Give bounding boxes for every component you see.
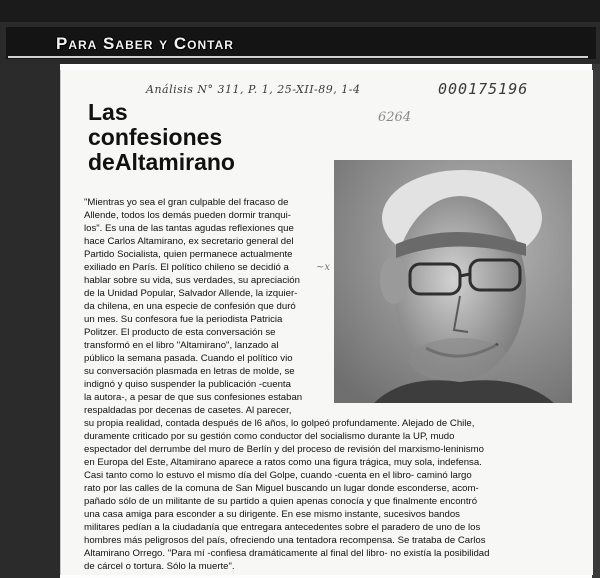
body-line: pañado sólo de un militante de su partido a quien apenas conocía y que finalmente encontró <box>84 496 478 507</box>
body-line: Allende, todos los demás pueden dormir tranqui- <box>84 210 291 221</box>
headline-line: deAltamirano <box>88 149 235 175</box>
body-line: un mes. Su confesora fue la periodista Patricia <box>84 314 283 325</box>
body-line: hace Carlos Altamirano, ex secretario general del <box>84 236 294 247</box>
section-header: Para Saber y Contar <box>56 34 234 53</box>
body-line: su propia realidad, contada después de l6 años, lo golpeó profundamente. Alejado de Chile, <box>84 418 475 429</box>
article-body-column <box>84 196 324 417</box>
body-line: de la Unidad Popular, Salvador Allende, la izquier- <box>84 288 298 299</box>
body-line: los". Es una de las tantas agudas reflexiones que <box>84 223 294 234</box>
body-line: de cárcel o tortura. Sólo la muerte". <box>84 561 235 572</box>
body-line: exiliado en París. El político chileno se decidió a <box>84 262 289 273</box>
handwritten-archive-number: 000175196 <box>438 80 529 98</box>
body-line: "Mientras yo sea el gran culpable del fracaso de <box>84 197 289 208</box>
body-line: Casi tanto como lo estuvo el mismo día del Golpe, cuando -cuenta en el libro- caminó largo <box>84 470 472 481</box>
article-body-full-width <box>84 417 584 573</box>
handwritten-citation: Análisis N° 311, P. 1, 25-XII-89, 1-4 <box>146 83 361 96</box>
pencil-note: 6264 <box>378 110 412 125</box>
headline-line: Las <box>88 99 128 125</box>
body-line: Partido Socialista, quien permanece actualmente <box>84 249 293 260</box>
body-line: público la semana pasada. Cuando el político vio <box>84 353 293 364</box>
body-line: duramente criticado por su gestión como conductor del socialismo durante la UP, mudo <box>84 431 455 442</box>
body-line: indignó y quiso suspender la publicación -cuenta <box>84 379 291 390</box>
headline-line: confesiones <box>88 124 223 150</box>
body-line: una casa amiga para esconder a su dirigente. En ese mismo instante, sucesivos bandos <box>84 509 460 520</box>
body-line: hablar sobre su vida, sus verdades, su apreciación <box>84 275 300 286</box>
left-margin <box>0 64 60 578</box>
body-line: transformó en el libro "Altamirano", lanzado al <box>84 340 279 351</box>
body-line: su conversación plasmada en letras de molde, se <box>84 366 295 377</box>
article-headline <box>88 100 235 175</box>
right-edge <box>592 64 600 578</box>
margin-mark: ~x <box>316 262 331 273</box>
header-rule <box>8 56 588 58</box>
portrait-photo <box>334 160 572 403</box>
body-line: da chilena, en una especie de confesión que duró <box>84 301 296 312</box>
body-line: rato por las calles de la comuna de San Miguel buscando un lugar donde esconderse, acom- <box>84 483 479 494</box>
body-line: Altamirano Orrego. "Para mí -confiesa dramáticamente al final del libro- no existía la posibilidad <box>84 548 490 559</box>
body-line: militares pedían a la ciudadanía que entregara antecedentes sobre el paradero de uno de los <box>84 522 481 533</box>
body-line: respaldadas por decenas de casetes. Al parecer, <box>84 405 292 416</box>
body-line: la autora-, a pesar de que sus confesiones estaban <box>84 392 303 403</box>
body-line: espectador del derrumbe del muro de Berlín y del proceso de revisión del marxismo-leninismo <box>84 444 484 455</box>
body-line: Politzer. El producto de esta conversación se <box>84 327 276 338</box>
body-line: hombres más peligrosos del país, ofreciendo una tentadora recompensa. Se trataba de Carlos <box>84 535 486 546</box>
body-line: en Europa del Este, Altamirano aparece a ratos como una figura trágica, muy sola, indefensa. <box>84 457 482 468</box>
